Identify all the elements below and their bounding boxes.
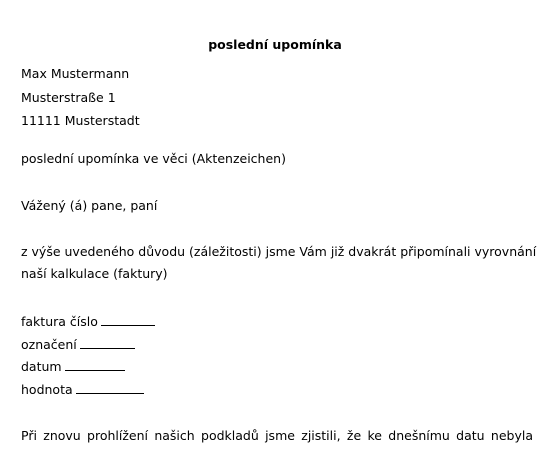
- designation-blank: [80, 336, 135, 349]
- intro-text-line-1: z výše uvedeného důvodu (záležitosti) jsme Vám již dvakrát připomínali vyrovnání: [21, 244, 537, 259]
- value-blank: [76, 381, 144, 394]
- letter-subject: poslední upomínka ve věci (Aktenzeichen): [21, 151, 286, 166]
- invoice-number-field: [21, 313, 155, 330]
- date-label: datum: [21, 359, 62, 374]
- designation-label: označení: [21, 337, 77, 352]
- date-blank: [65, 358, 125, 371]
- date-field: [21, 358, 125, 375]
- designation-field: [21, 336, 135, 353]
- letter-title: poslední upomínka: [208, 37, 342, 52]
- sender-city: 11111 Musterstadt: [21, 113, 140, 128]
- sender-name: Max Mustermann: [21, 66, 130, 81]
- closing-text-line-1: Při znovu prohlížení našich podkladů jsme zjistili, že ke dnešnímu datu nebyla: [21, 428, 533, 443]
- intro-text-line-2: naší kalkulace (faktury): [21, 266, 168, 281]
- invoice-number-blank: [101, 313, 155, 326]
- value-label: hodnota: [21, 382, 73, 397]
- value-field: [21, 381, 144, 398]
- sender-street: Musterstraße 1: [21, 90, 116, 105]
- invoice-number-label: faktura číslo: [21, 314, 98, 329]
- letter-salutation: Vážený (á) pane, paní: [21, 198, 158, 213]
